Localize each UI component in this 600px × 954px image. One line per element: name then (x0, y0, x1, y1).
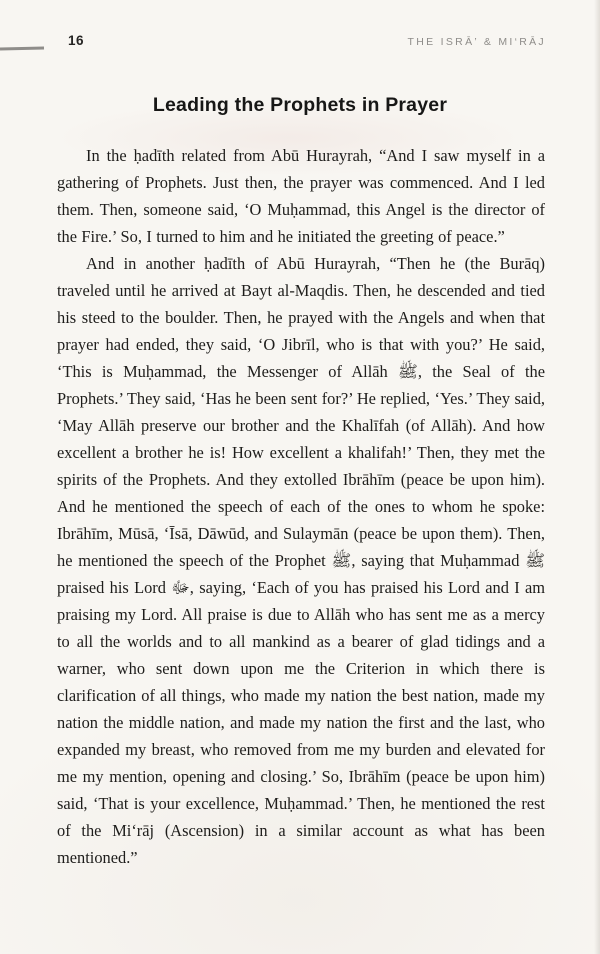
section-heading: Leading the Prophets in Prayer (152, 94, 448, 116)
page-number: 16 (68, 33, 85, 48)
paragraph-hadith-2: And in another ḥadīth of Abū Hurayrah, “Then he (the Burāq) traveled until he arrived at Bayt al-Maqdis. Then, he descended and tied his steed to the boulder. Then, he prayed with the Angels and when that prayer had ended, they said, ‘O Jibrīl, who is that with you?’ He said, ‘This is Muḥammad, the Messenger of Allāh ﷺ, the Seal of the Prophets.’ They said, ‘Has he been sent for?’ He replied, ‘Yes.’ They said, ‘May Allāh preserve our brother and the Khalīfah (of Allāh). And how excellent a brother he is! How excellent a khalifah!’ Then, they met the spirits of the Prophets. And they extolled Ibrāhīm (peace be upon him). And he mentioned the speech of each of the ones to whom he spoke: Ibrāhīm, Mūsā, ‘Īsā, Dāwūd, and Sulaymān (peace be upon them). Then, he mentioned the speech of the Prophet ﷺ, saying that Muḥammad ﷺ praised his Lord ﷻ, saying, ‘Each of you has praised his Lord and I am praising my Lord. All praise is due to Allāh who has sent me as a mercy to all the worlds and to all mankind as a bearer of glad tidings and a warner, who sent down upon me the Criterion in which there is clarification of all things, who made my nation the best nation, made my nation the middle nation, and made my nation the first and the last, who expanded my breast, who removed from me my burden and elevated for me my mention, opening and closing.’ So, Ibrāhīm (peace be upon him) said, ‘That is your excellence, Muḥammad.’ Then, he mentioned the rest of the Mi‘rāj (Ascension) in a similar account as what has been mentioned.” (57, 254, 545, 867)
paragraph-hadith-1: In the ḥadīth related from Abū Hurayrah, “And I saw myself in a gathering of Prophets. Just then, the prayer was commenced. And I led them. Then, someone said, ‘O Muḥammad, this Angel is the director of the Fire.’ So, I turned to him and he initiated the greeting of peace.” (57, 146, 545, 246)
margin-rule-line (0, 47, 44, 50)
body-text (57, 142, 545, 871)
page-edge-shadow (594, 0, 600, 954)
running-header-title: THE ISRĀ’ & MI‘RĀJ (407, 36, 546, 48)
page-header (0, 0, 600, 48)
